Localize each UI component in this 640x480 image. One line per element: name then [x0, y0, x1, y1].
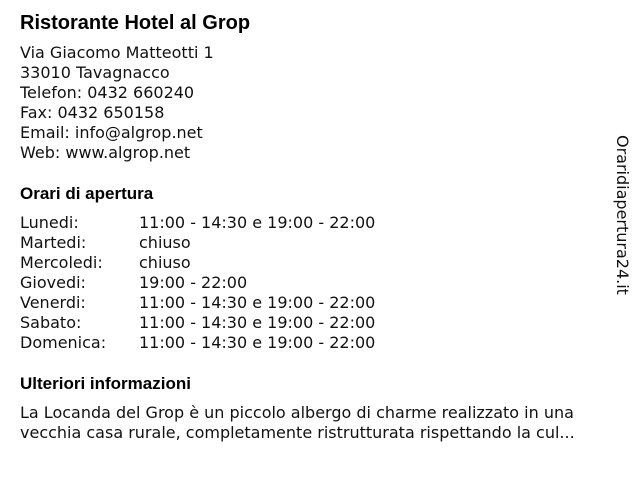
hours-time: 11:00 - 14:30 e 19:00 - 22:00	[139, 293, 376, 312]
site-watermark: Oraridiapertura24.it	[613, 135, 632, 295]
more-info-line: La Locanda del Grop è un piccolo albergo di charme realizzato in una	[20, 403, 574, 422]
hours-time: 11:00 - 14:30 e 19:00 - 22:00	[139, 333, 376, 352]
phone-line: Telefon: 0432 660240	[20, 83, 195, 102]
hours-time: chiuso	[139, 253, 191, 272]
business-name: Ristorante Hotel al Grop	[20, 12, 251, 34]
email-line: Email: info@algrop.net	[20, 123, 203, 142]
hours-row	[20, 253, 620, 273]
more-info-text	[20, 403, 630, 443]
hours-day: Giovedi:	[20, 273, 86, 292]
hours-time: 11:00 - 14:30 e 19:00 - 22:00	[139, 313, 376, 332]
hours-table	[20, 213, 620, 353]
hours-day: Sabato:	[20, 313, 82, 332]
hours-day: Mercoledi:	[20, 253, 103, 272]
hours-row	[20, 233, 620, 253]
hours-day: Martedi:	[20, 233, 87, 252]
hours-day: Venerdi:	[20, 293, 86, 312]
address-block	[20, 43, 620, 163]
hours-row	[20, 293, 620, 313]
more-info-title: Ulteriori informazioni	[20, 374, 191, 393]
hours-day: Domenica:	[20, 333, 107, 352]
hours-title: Orari di apertura	[20, 184, 154, 203]
fax-line: Fax: 0432 650158	[20, 103, 165, 122]
hours-row	[20, 333, 620, 353]
hours-day: Lunedi:	[20, 213, 79, 232]
hours-time: 11:00 - 14:30 e 19:00 - 22:00	[139, 213, 376, 232]
more-info-line: vecchia casa rurale, completamente ristrutturata rispettando la cul...	[20, 423, 575, 442]
hours-time: 19:00 - 22:00	[139, 273, 248, 292]
hours-row	[20, 213, 620, 233]
hours-row	[20, 313, 620, 333]
business-card	[20, 11, 620, 443]
address-street: Via Giacomo Matteotti 1	[20, 43, 214, 62]
web-line: Web: www.algrop.net	[20, 143, 191, 162]
hours-row	[20, 273, 620, 293]
address-city: 33010 Tavagnacco	[20, 63, 170, 82]
hours-time: chiuso	[139, 233, 191, 252]
